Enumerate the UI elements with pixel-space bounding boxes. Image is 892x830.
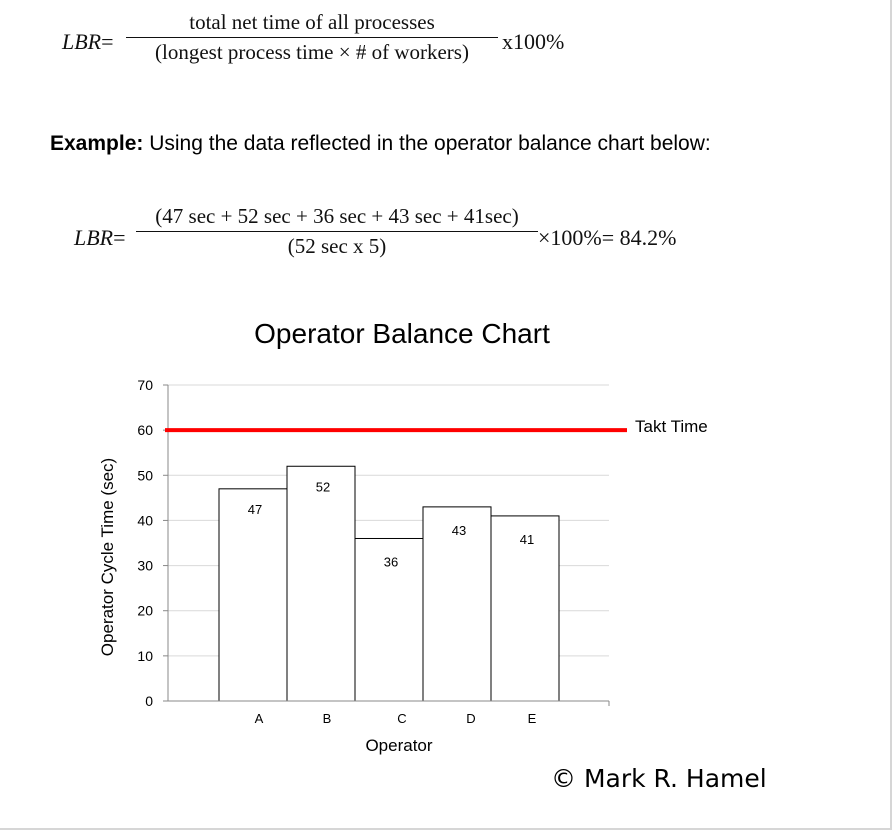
- y-tick-label: 50: [137, 467, 153, 484]
- example-text: Using the data reflected in the operator balance chart below:: [149, 132, 711, 155]
- data-label-A: 47: [247, 501, 263, 517]
- data-label-B: 52: [315, 479, 331, 495]
- x-tick-label-E: E: [527, 711, 537, 726]
- formula-numerator: total net time of all processes: [189, 10, 435, 34]
- formula-denominator: (longest process time × # of workers): [155, 40, 469, 64]
- y-tick-label: 20: [137, 602, 153, 619]
- formula-equals: =: [101, 29, 114, 54]
- chart-title: Operator Balance Chart: [254, 318, 550, 349]
- bars: [219, 466, 559, 701]
- example-formula-equals: =: [113, 225, 126, 250]
- bar-A: [219, 489, 287, 701]
- example-formula-numerator: (47 sec + 52 sec + 36 sec + 43 sec + 41sec): [155, 204, 519, 228]
- y-tick-label: 60: [137, 422, 153, 439]
- y-tick-label: 30: [137, 557, 153, 574]
- x-axis-title: Operator: [365, 736, 433, 755]
- example-label: Example:: [50, 132, 144, 155]
- y-axis-title: Operator Cycle Time (sec): [98, 457, 117, 657]
- copyright-notice: © Mark R. Hamel: [551, 764, 767, 793]
- example-formula-lhs: LBR: [74, 225, 114, 250]
- x-tick-label-B: B: [322, 711, 332, 726]
- x-tick-label-D: D: [466, 711, 476, 726]
- y-tick-label: 70: [137, 377, 153, 393]
- data-label-E: 41: [519, 531, 535, 547]
- x-tick-label-A: A: [254, 711, 264, 726]
- data-label-C: 36: [383, 554, 399, 570]
- data-label-D: 43: [451, 522, 467, 538]
- example-formula-denominator: (52 sec x 5): [287, 234, 387, 258]
- formula-lhs: LBR: [62, 29, 102, 54]
- y-tick-label: 40: [137, 512, 153, 529]
- example-formula-result: ×100%= 84.2%: [538, 225, 677, 250]
- takt-time-label: Takt Time: [635, 417, 708, 437]
- y-tick-label: 10: [137, 647, 153, 664]
- formula-multiplier: x100%: [502, 29, 565, 54]
- y-tick-label: 0: [145, 693, 153, 709]
- bar-B: [287, 466, 355, 701]
- x-tick-label-C: C: [397, 711, 407, 726]
